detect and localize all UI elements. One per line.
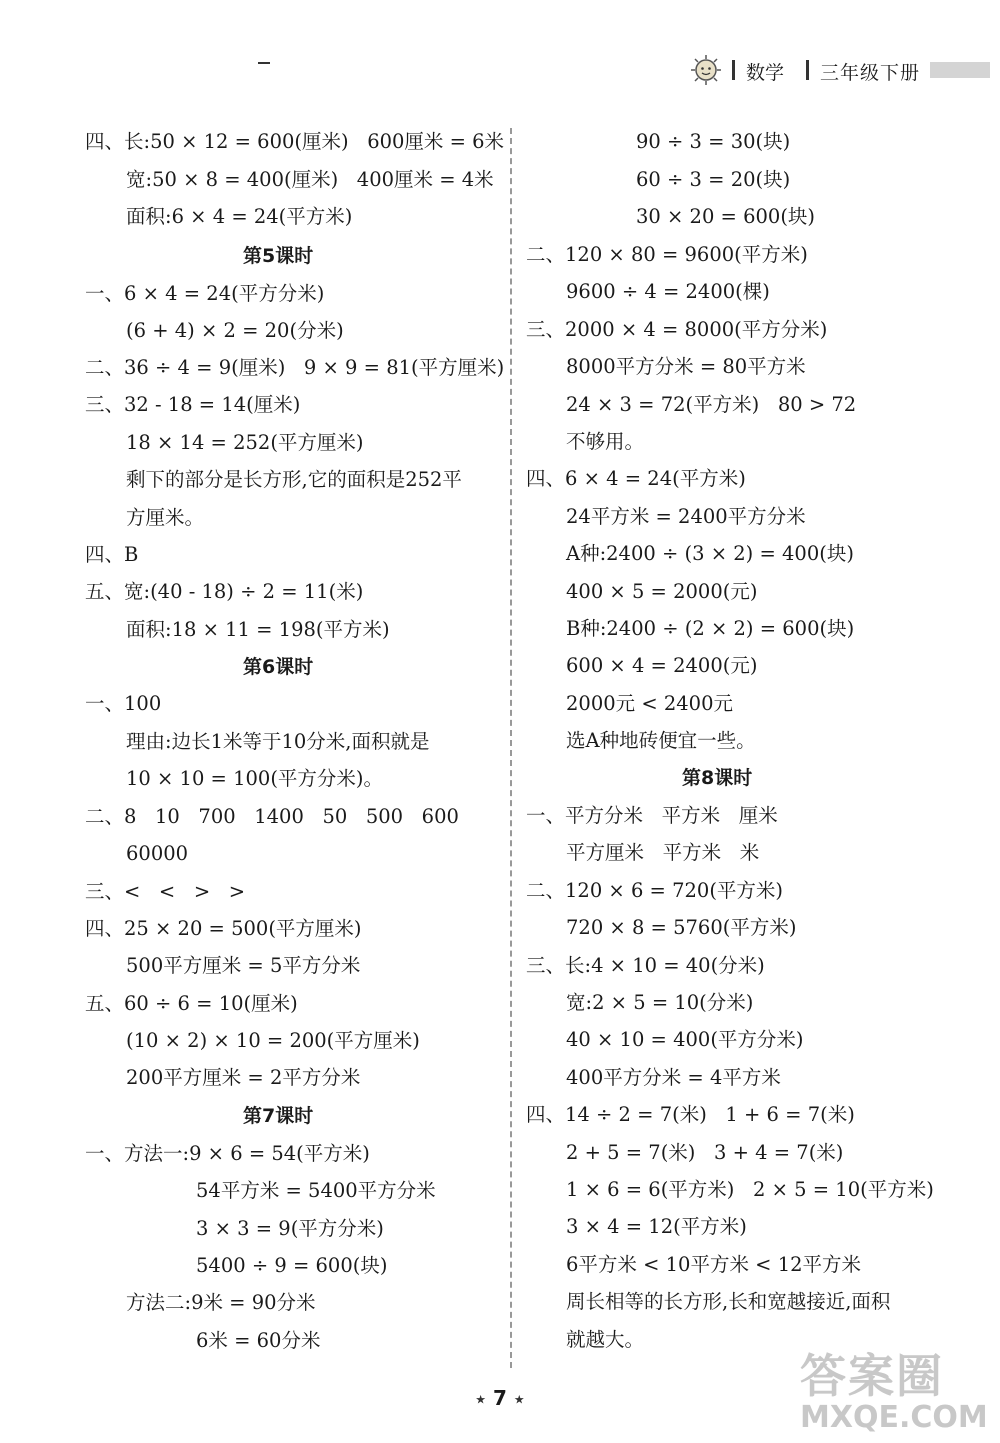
header-separator	[732, 60, 735, 80]
answer-line: 就越大。	[566, 1328, 645, 1351]
answer-line: 400 × 5 = 2000(元)	[566, 580, 758, 603]
answer-line: 五、60 ÷ 6 = 10(厘米)	[85, 992, 298, 1015]
answer-line: 500平方厘米 = 5平方分米	[126, 954, 361, 977]
answer-line: 四、长:50 × 12 = 600(厘米) 600厘米 = 6米	[85, 130, 505, 153]
answer-line: 24平方米 = 2400平方分米	[566, 505, 806, 528]
answer-line: 四、25 × 20 = 500(平方厘米)	[85, 917, 362, 940]
section-title: 第8课时	[682, 767, 753, 789]
answer-line: 9600 ÷ 4 = 2400(棵)	[566, 280, 770, 303]
answer-line: 54平方米 = 5400平方分米	[196, 1179, 436, 1202]
answer-line: 四、B	[85, 543, 139, 566]
answer-line: 五、宽:(40 - 18) ÷ 2 = 11(米)	[85, 580, 364, 603]
answer-line: 6平方米 < 10平方米 < 12平方米	[566, 1253, 862, 1276]
answer-line: 3 × 4 = 12(平方米)	[566, 1215, 747, 1238]
answer-line: 二、8 10 700 1400 50 500 600	[85, 805, 459, 828]
answer-line: 一、平方分米 平方米 厘米	[526, 804, 778, 827]
answer-line: 三、长:4 × 10 = 40(分米)	[526, 954, 765, 977]
page-header	[690, 52, 990, 88]
answer-line: 面积:6 × 4 = 24(平方米)	[126, 205, 353, 228]
answer-line: A种:2400 ÷ (3 × 2) = 400(块)	[566, 542, 854, 565]
section-title: 第5课时	[243, 245, 314, 267]
watermark-url: MXQE.COM	[800, 1400, 988, 1435]
watermark	[800, 1340, 990, 1435]
answer-line: 一、方法一:9 × 6 = 54(平方米)	[85, 1142, 370, 1165]
answer-line: 方厘米。	[126, 506, 205, 529]
answer-line: 1 × 6 = 6(平方米) 2 × 5 = 10(平方米)	[566, 1178, 934, 1201]
header-subject: 数学	[746, 62, 785, 84]
answer-line: 10 × 10 = 100(平方分米)。	[126, 767, 384, 790]
answer-line: 60 ÷ 3 = 20(块)	[636, 168, 791, 191]
answer-line: 一、100	[85, 692, 162, 715]
answer-line: 5400 ÷ 9 = 600(块)	[196, 1254, 388, 1277]
answer-line: 30 × 20 = 600(块)	[636, 205, 816, 228]
answer-line: 三、< < > >	[85, 880, 246, 903]
answer-line: B种:2400 ÷ (2 × 2) = 600(块)	[566, 617, 855, 640]
answer-line: 60000	[126, 842, 189, 865]
answer-line: 6米 = 60分米	[196, 1329, 321, 1352]
star-icon: ★	[475, 1392, 487, 1407]
answer-line: 24 × 3 = 72(平方米) 80 > 72	[566, 393, 857, 416]
star-icon: ★	[513, 1392, 525, 1407]
answer-line: 三、32 - 18 = 14(厘米)	[85, 393, 301, 416]
answer-line: 面积:18 × 11 = 198(平方米)	[126, 618, 390, 641]
section-title: 第6课时	[243, 656, 314, 678]
answer-line: 四、6 × 4 = 24(平方米)	[526, 467, 746, 490]
answer-line: 2000元 < 2400元	[566, 692, 733, 715]
answer-line: 二、120 × 6 = 720(平方米)	[526, 879, 784, 902]
answer-line: 二、120 × 80 = 9600(平方米)	[526, 243, 808, 266]
answer-line: 三、2000 × 4 = 8000(平方分米)	[526, 318, 828, 341]
header-decor-bar	[930, 62, 990, 78]
answer-line: 200平方厘米 = 2平方分米	[126, 1066, 361, 1089]
answer-line: (10 × 2) × 10 = 200(平方厘米)	[126, 1029, 420, 1052]
dash-mark	[258, 62, 270, 64]
header-grade: 三年级下册	[820, 62, 921, 84]
answer-line: 宽:2 × 5 = 10(分米)	[566, 991, 754, 1014]
answer-line: 选A种地砖便宜一些。	[566, 729, 756, 752]
answer-line: 平方厘米 平方米 米	[566, 841, 760, 864]
answer-line: 方法二:9米 = 90分米	[126, 1291, 316, 1314]
answer-line: 400平方分米 = 4平方米	[566, 1066, 781, 1089]
answer-line: 周长相等的长方形,长和宽越接近,面积	[566, 1290, 891, 1313]
answer-line: 2 + 5 = 7(米) 3 + 4 = 7(米)	[566, 1141, 844, 1164]
answer-line: 四、14 ÷ 2 = 7(米) 1 + 6 = 7(米)	[526, 1103, 855, 1126]
answer-line: 剩下的部分是长方形,它的面积是252平	[126, 468, 462, 491]
answer-line: 宽:50 × 8 = 400(厘米) 400厘米 = 4米	[126, 168, 494, 191]
answer-line: 二、36 ÷ 4 = 9(厘米) 9 × 9 = 81(平方厘米)	[85, 356, 505, 379]
page-number-text: 7	[493, 1386, 507, 1410]
answer-line: 90 ÷ 3 = 30(块)	[636, 130, 791, 153]
sun-mascot-logo	[690, 54, 722, 86]
header-separator	[806, 60, 809, 80]
column-divider	[510, 128, 512, 1368]
watermark-text: 答案圈	[800, 1349, 944, 1403]
answer-line: 理由:边长1米等于10分米,面积就是	[126, 730, 430, 753]
answer-line: 8000平方分米 = 80平方米	[566, 355, 806, 378]
answer-line: 600 × 4 = 2400(元)	[566, 654, 758, 677]
answer-line: 一、6 × 4 = 24(平方分米)	[85, 282, 325, 305]
answer-line: 40 × 10 = 400(平方分米)	[566, 1028, 804, 1051]
answer-line: 18 × 14 = 252(平方厘米)	[126, 431, 364, 454]
answer-line: 720 × 8 = 5760(平方米)	[566, 916, 797, 939]
answer-line: 3 × 3 = 9(平方分米)	[196, 1217, 384, 1240]
section-title: 第7课时	[243, 1105, 314, 1127]
answer-line: (6 + 4) × 2 = 20(分米)	[126, 319, 344, 342]
answer-line: 不够用。	[566, 430, 645, 453]
